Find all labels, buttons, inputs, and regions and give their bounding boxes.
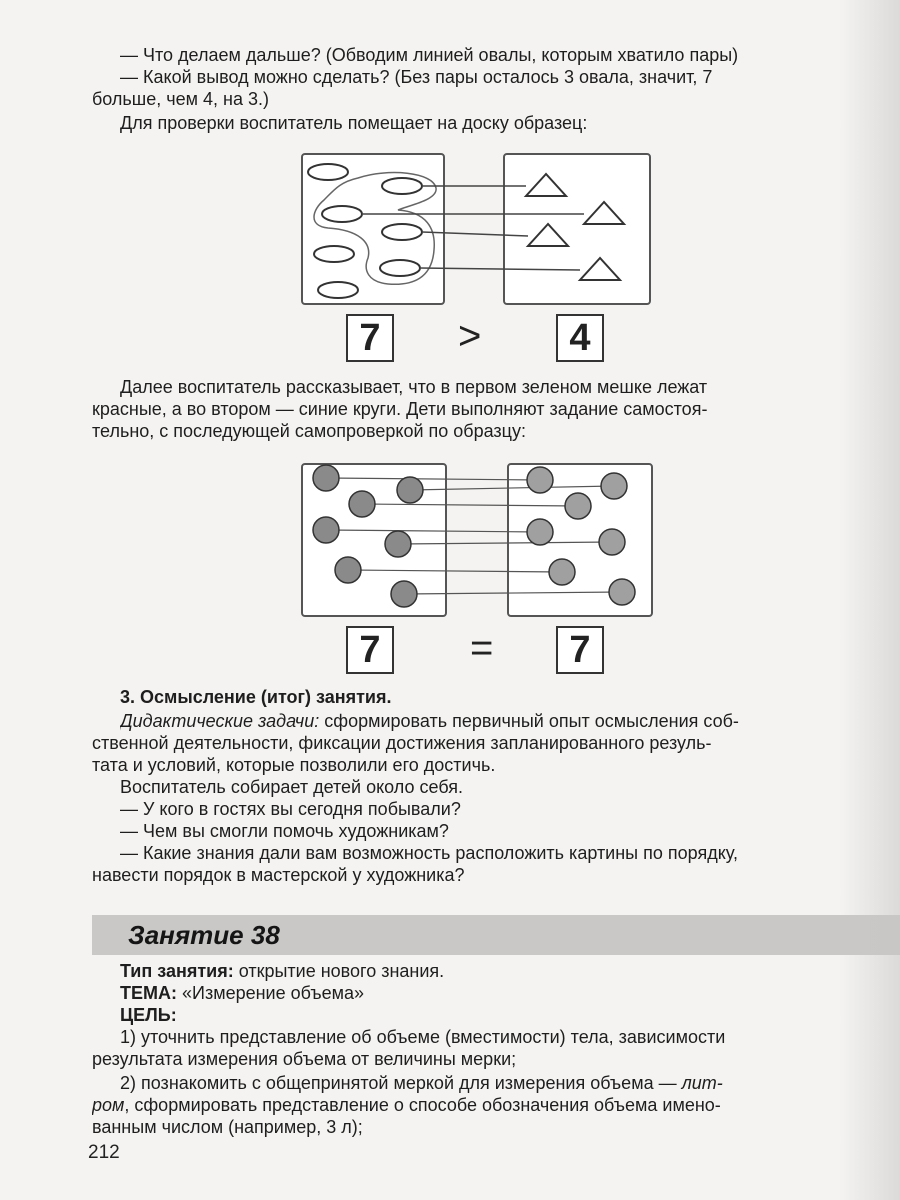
goal-2-line-2-text: , сформировать представление о способе обозначения объема имено- bbox=[124, 1095, 721, 1115]
lesson-theme-line bbox=[120, 982, 364, 1004]
text-line-10: Воспитатель собирает детей около себя. bbox=[120, 777, 463, 797]
didactic-tasks-label: Дидактические задачи: bbox=[120, 711, 320, 731]
lesson-theme-label: ТЕМА: bbox=[120, 983, 177, 1003]
didactic-tasks-line bbox=[120, 710, 739, 732]
text-line-11: — У кого в гостях вы сегодня побывали? bbox=[120, 799, 461, 819]
lesson-type-label: Тип занятия: bbox=[120, 961, 234, 981]
greater-than-sign: > bbox=[458, 314, 482, 358]
page-edge-shadow bbox=[840, 0, 900, 1200]
triangle-box bbox=[504, 154, 650, 304]
goal-2-line-2 bbox=[92, 1094, 721, 1116]
text-line-2: — Какой вывод можно сделать? (Без пары осталось 3 овала, значит, 7 bbox=[120, 67, 713, 87]
text-line-6: красные, а во втором — синие круги. Дети выполняют задание самостоя- bbox=[92, 399, 708, 419]
lesson-goal-label: ЦЕЛЬ: bbox=[120, 1005, 177, 1025]
text-line-8: ственной деятельности, фиксации достижения запланированного резуль- bbox=[92, 733, 712, 753]
text-line-3: больше, чем 4, на 3.) bbox=[92, 89, 269, 109]
goal-2-line-1-italic: лит- bbox=[681, 1073, 723, 1093]
number-box-right: 4 bbox=[556, 314, 604, 362]
didactic-tasks-text: сформировать первичный опыт осмысления соб- bbox=[319, 711, 739, 731]
text-line-9: тата и условий, которые позволили его достичь. bbox=[92, 755, 496, 775]
text-line-14: навести порядок в мастерской у художника? bbox=[92, 865, 465, 885]
number-box-right-2: 7 bbox=[556, 626, 604, 674]
section-heading: 3. Осмысление (итог) занятия. bbox=[120, 687, 392, 707]
goal-1-line-2: результата измерения объема от величины мерки; bbox=[92, 1049, 517, 1069]
lesson-type-line bbox=[120, 960, 444, 982]
lesson-title: Занятие 38 bbox=[128, 920, 280, 950]
text-line-12: — Чем вы смогли помочь художникам? bbox=[120, 821, 449, 841]
number-box-left: 7 bbox=[346, 314, 394, 362]
text-line-4: Для проверки воспитатель помещает на доску образец: bbox=[120, 113, 588, 133]
lesson-theme-value: «Измерение объема» bbox=[177, 983, 364, 1003]
goal-1-line-1: 1) уточнить представление об объеме (вместимости) тела, зависимости bbox=[120, 1027, 726, 1047]
text-line-1: — Что делаем дальше? (Обводим линией овалы, которым хватило пары) bbox=[120, 45, 739, 65]
figure-ovals-triangles bbox=[298, 150, 658, 310]
goal-2-line-3: ванным числом (например, 3 л); bbox=[92, 1117, 363, 1137]
text-line-5: Далее воспитатель рассказывает, что в первом зеленом мешке лежат bbox=[120, 377, 708, 397]
goal-2-line-2-italic: ром bbox=[92, 1095, 125, 1115]
number-box-left-2: 7 bbox=[346, 626, 394, 674]
page-number: 212 bbox=[88, 1142, 120, 1163]
goal-2-line-1-text: 2) познакомить с общепринятой меркой для измерения объема — bbox=[120, 1073, 682, 1093]
goal-2-line-1 bbox=[120, 1072, 723, 1094]
lesson-type-value: открытие нового знания. bbox=[233, 961, 445, 981]
figure-circles bbox=[298, 460, 658, 620]
text-line-7: тельно, с последующей самопроверкой по образцу: bbox=[92, 421, 526, 441]
text-line-13: — Какие знания дали вам возможность расположить картины по порядку, bbox=[120, 843, 738, 863]
equals-sign: = bbox=[470, 626, 494, 670]
